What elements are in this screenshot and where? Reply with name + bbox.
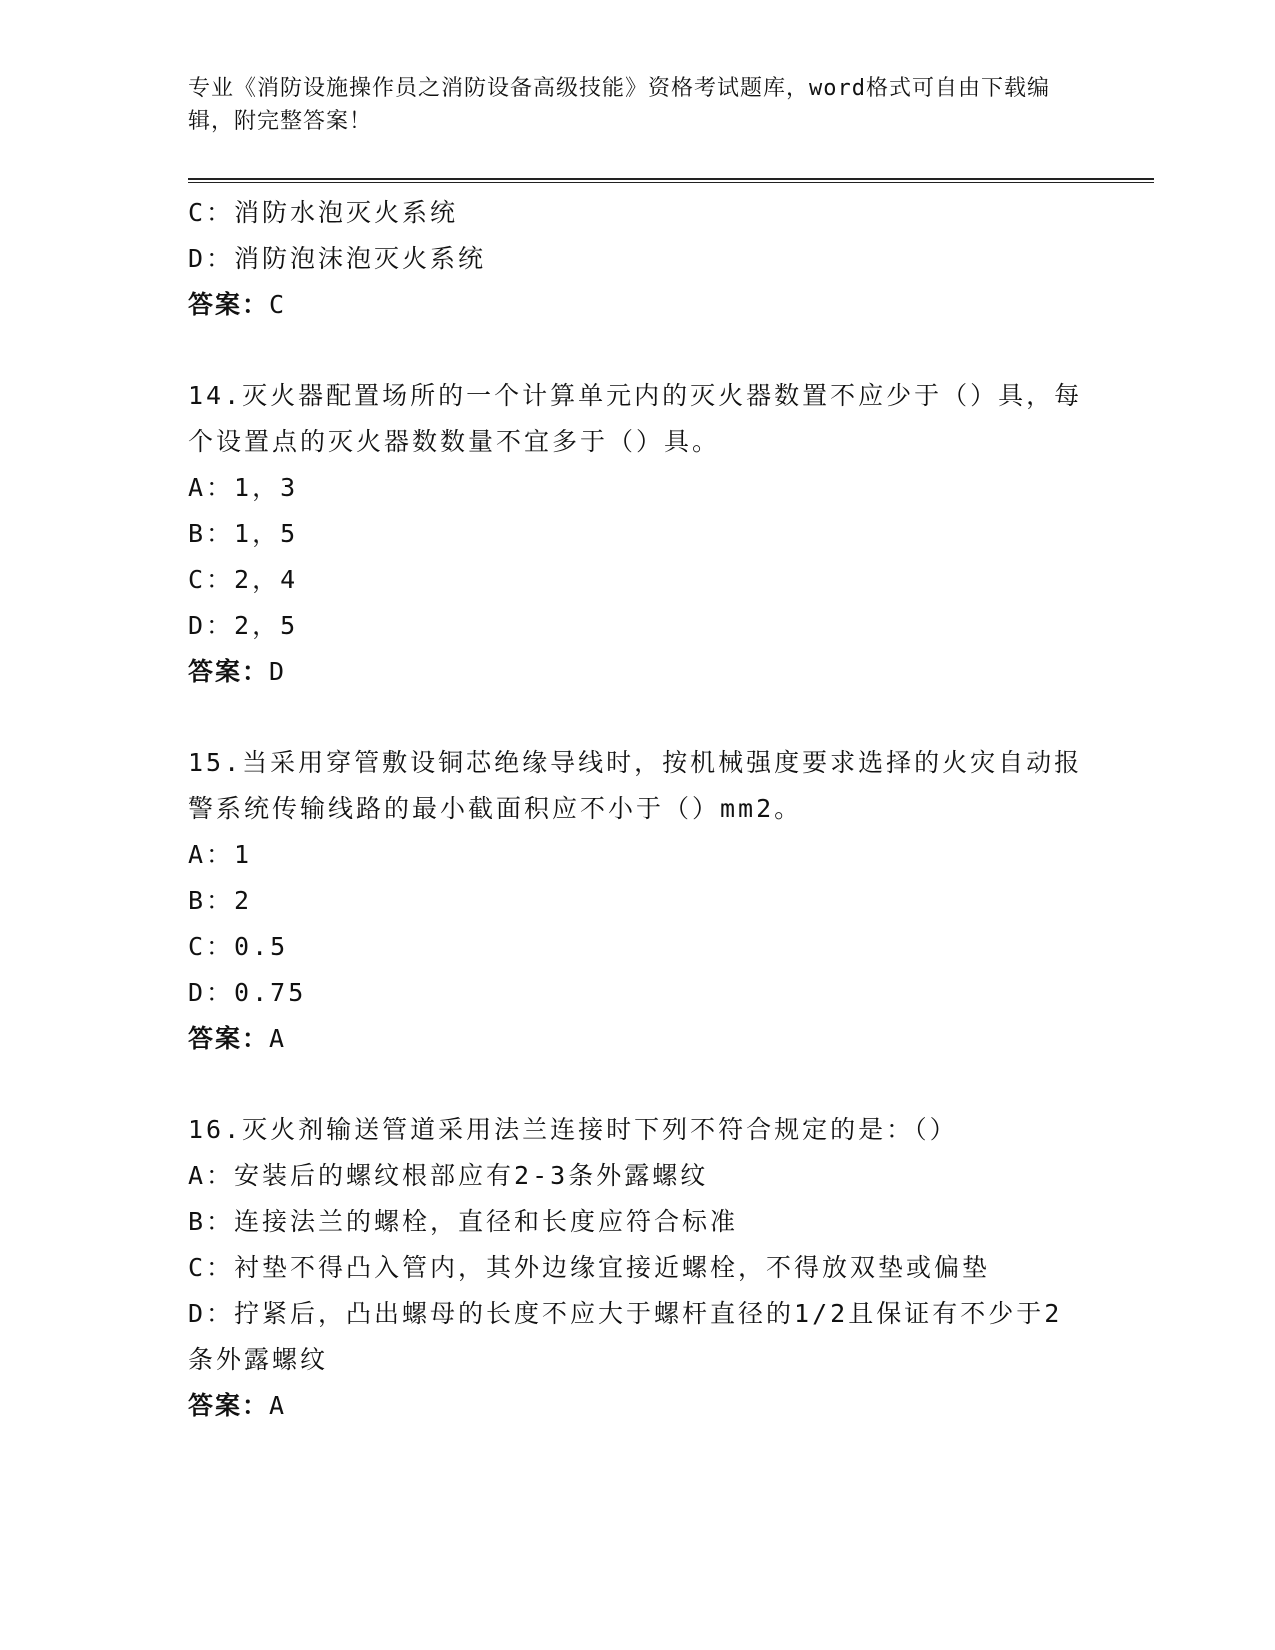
option-c: C：2，4 [188,565,299,594]
option-c: C：衬垫不得凸入管内，其外边缘宜接近螺栓，不得放双垫或偏垫 [188,1253,991,1282]
option-a: A：1 [188,840,253,869]
answer-value: D [269,657,287,686]
answer-value: A [269,1391,287,1420]
answer-value: A [269,1024,287,1053]
answer-label: 答案： [188,1391,270,1420]
answer-line [188,282,1088,328]
answer-line [188,1016,1088,1062]
option-b: B：连接法兰的螺栓，直径和长度应符合标准 [188,1207,739,1236]
answer-line [188,649,1088,695]
answer-value: C [269,290,287,319]
question-14 [188,373,1088,695]
document-header: 专业《消防设施操作员之消防设备高级技能》资格考试题库，word格式可自由下载编辑，附完整答案！ [188,76,1050,134]
option-c: C：0.5 [188,932,289,961]
previous-question-tail [188,190,1088,328]
option-d: D：2，5 [188,611,299,640]
question-text: 15.当采用穿管敷设铜芯绝缘导线时，按机械强度要求选择的火灾自动报警系统传输线路的最小截面积应不小于（）mm2。 [188,748,1083,823]
option-a: A：安装后的螺纹根部应有2-3条外露螺纹 [188,1161,709,1190]
option-c: C：消防水泡灭火系统 [188,198,459,227]
option-d: D：消防泡沫泡灭火系统 [188,244,487,273]
option-b: B：1，5 [188,519,299,548]
question-text: 14.灭火器配置场所的一个计算单元内的灭火器数置不应少于（）具，每个设置点的灭火器数数量不宜多于（）具。 [188,381,1083,456]
question-text: 16.灭火剂输送管道采用法兰连接时下列不符合规定的是：（） [188,1115,958,1144]
option-d: D：拧紧后，凸出螺母的长度不应大于螺杆直径的1/2且保证有不少于2条外露螺纹 [188,1299,1063,1374]
answer-label: 答案： [188,657,270,686]
option-b: B：2 [188,886,253,915]
question-list [188,190,1088,1429]
option-a: A：1，3 [188,473,299,502]
answer-label: 答案： [188,1024,270,1053]
answer-label: 答案： [188,290,270,319]
question-16 [188,1107,1088,1429]
option-d: D：0.75 [188,978,307,1007]
question-15 [188,740,1088,1062]
header-divider [188,178,1154,183]
answer-line [188,1383,1088,1429]
